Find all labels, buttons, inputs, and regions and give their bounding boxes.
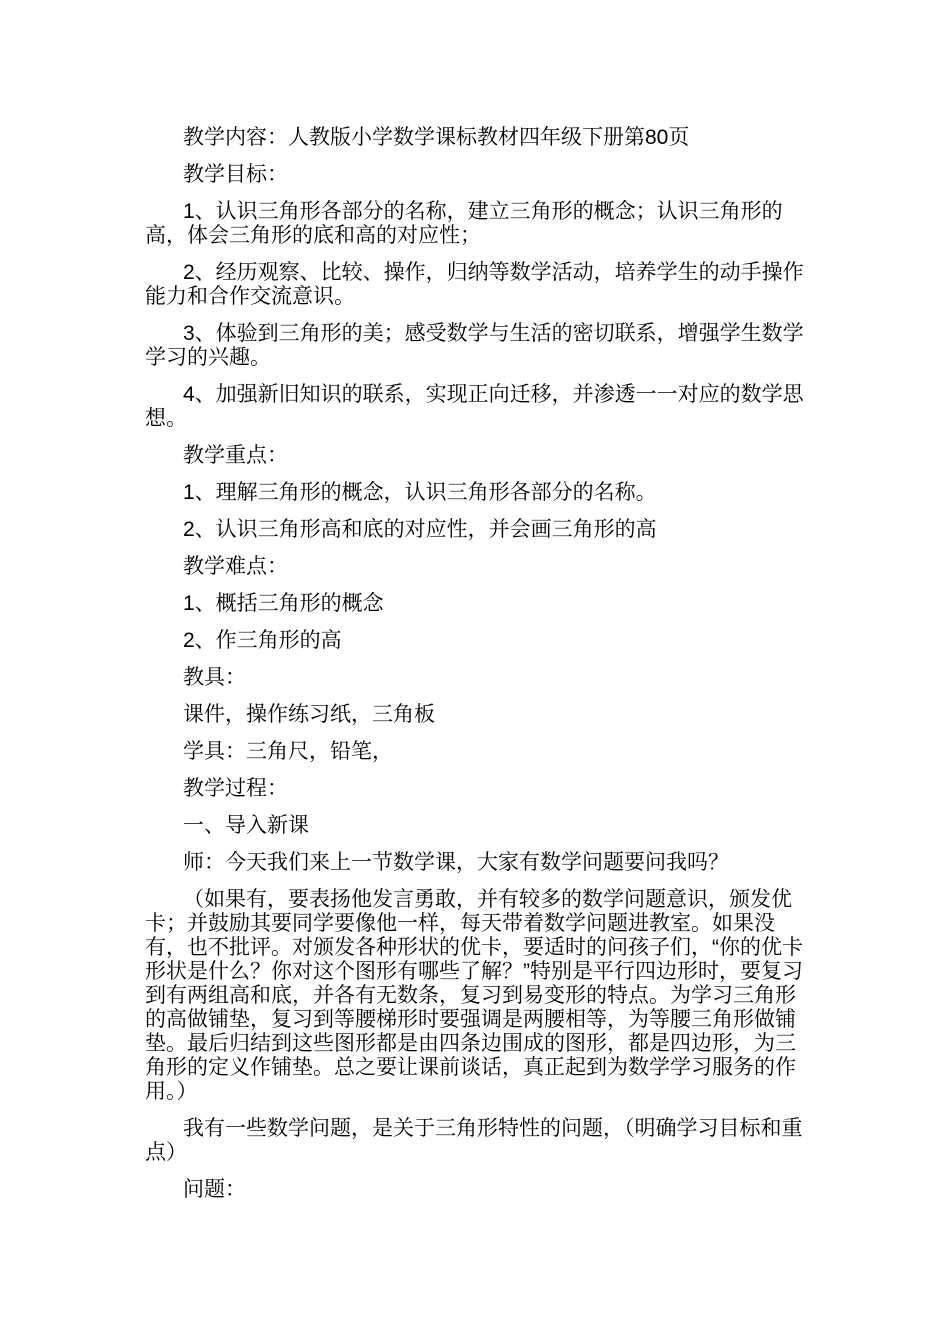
teaching-note: （如果有，要表扬他发言勇敢，并有较多的数学问题意识，颁发优卡；并鼓励其要同学要像他一样，每天带着数学问题进教室。如果没有，也不批评。对颁发各种形状的优卡，要适时的问孩子们，“你的优卡形状是什么？你对这个图形有哪些了解？”特别是平行四边形时，要复习到有两组高和底，并各有无数条，复习到易变形的特点。为学习三角形的高做铺垫，复习到等腰梯形时要强调是两腰相等，为等腰三角形做铺垫。最后归结到这些图形都是由四条边围成的图形，都是四边形，为三角形的定义作铺垫。总之要让课前谈话，真正起到为数学学习服务的作用。） <box>145 888 803 1103</box>
objective-1: 1、认识三角形各部分的名称，建立三角形的概念；认识三角形的高，体会三角形的底和高的对应性； <box>145 200 783 247</box>
section-intro: 一、导入新课 <box>183 814 309 837</box>
teacher-line: 师：今天我们来上一节数学课，大家有数学问题要问我吗？ <box>183 851 729 874</box>
teaching-aids: 课件，操作练习纸，三角板 <box>183 703 435 726</box>
key-point-1: 1、理解三角形的概念，认识三角形各部分的名称。 <box>183 481 657 504</box>
difficulty-1: 1、概括三角形的概念 <box>183 592 384 615</box>
difficulty-2: 2、作三角形的高 <box>183 629 342 652</box>
question-intro: 我有一些数学问题，是关于三角形特性的问题，（明确学习目标和重点） <box>145 1117 803 1164</box>
questions-heading: 问题： <box>183 1178 246 1201</box>
student-tools: 学具：三角尺，铅笔， <box>183 740 393 763</box>
heading-teaching-aids: 教具： <box>183 666 246 689</box>
key-point-2: 2、认识三角形高和底的对应性，并会画三角形的高 <box>183 518 657 541</box>
objective-3: 3、体验到三角形的美；感受数学与生活的密切联系，增强学生数学学习的兴趣。 <box>145 322 804 369</box>
document-page <box>145 126 807 1215</box>
heading-objectives: 教学目标： <box>183 163 288 186</box>
objective-2: 2、经历观察、比较、操作，归纳等数学活动，培养学生的动手操作能力和合作交流意识。 <box>145 261 804 308</box>
teaching-content: 教学内容：人教版小学数学课标教材四年级下册第80页 <box>183 126 690 149</box>
heading-key-points: 教学重点： <box>183 444 288 467</box>
objective-4: 4、加强新旧知识的联系，实现正向迁移，并渗透一一对应的数学思想。 <box>145 383 804 430</box>
heading-process: 教学过程： <box>183 777 288 800</box>
heading-difficulties: 教学难点： <box>183 555 288 578</box>
